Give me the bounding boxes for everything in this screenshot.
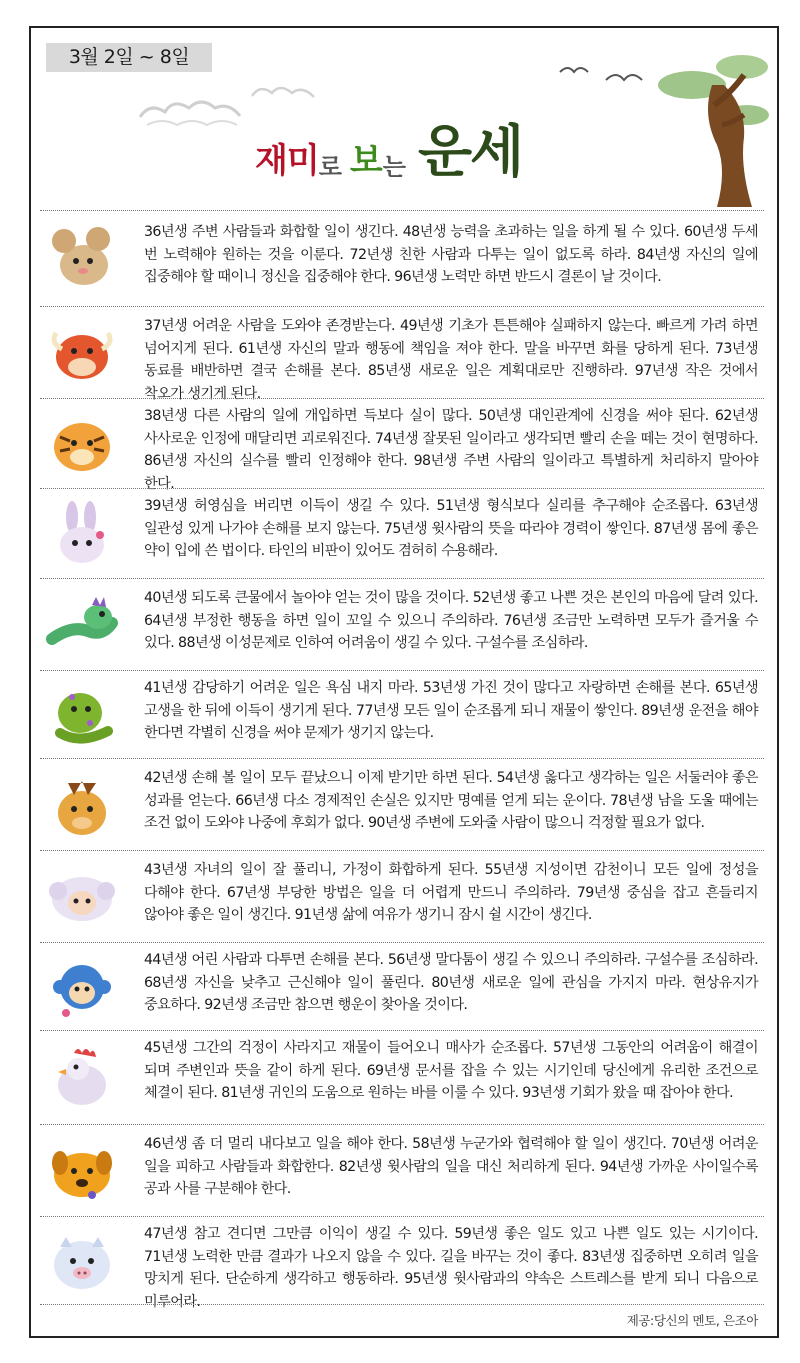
rabbit-icon <box>46 501 118 567</box>
fortune-text: 43년생 자녀의 일이 잘 풀리니, 가정이 화합하게 된다. 55년생 지성이면 감천이니 모든 일에 정성을 다해야 한다. 67년생 부당한 방법은 일을 더 어렵게 만드니 주의하라. 79년생 중심을 잡고 흔들리지 않아야 좋은 일이 생긴다. 91년생 삶에 여유가 생기니 잠시 쉴 시간이 생긴다. <box>144 862 758 924</box>
sheep-icon <box>46 865 118 931</box>
rat-icon <box>46 225 118 291</box>
title-part-fun: 재미 <box>255 141 319 181</box>
fortune-text: 45년생 그간의 걱정이 사라지고 재물이 들어오니 매사가 순조롭다. 57년생 그동안의 어려움이 해결이 되며 주변인과 뜻을 같이 하게 된다. 69년생 문서를 잡을 수 있는 시기인데 당신에게 유리한 조건으로 체결이 된다. 81년생 귀인의 도움으로 원하는 바를 이룰 수 있다. 93년생 기회가 왔을 때 잡아야 한다. <box>144 1040 758 1102</box>
list-item <box>40 210 764 306</box>
fortune-text: 42년생 손해 볼 일이 모두 끝났으니 이제 받기만 하면 된다. 54년생 옳다고 생각하는 일은 서둘러야 좋은 성과를 얻는다. 66년생 다소 경제적인 손실은 있지만 명예를 얻게 되는 운이다. 78년생 남을 도울 때에는 조건 없이 도와야 나중에 후회가 없다. 90년생 주변에 도와줄 사람이 많으니 걱정할 필요가 없다. <box>144 770 758 832</box>
title-part-neun: 는 <box>382 153 406 181</box>
date-range: 3월 2일 ~ 8일 <box>46 43 212 72</box>
fortune-text: 36년생 주변 사람들과 화합할 일이 생긴다. 48년생 능력을 초과하는 일을 하게 될 수 있다. 60년생 두세 번 노력해야 원하는 것을 이룬다. 72년생 친한 사람과 다투는 일이 없도록 하라. 84년생 자신의 일에 집중해야 할 때이니 정신을 집중해야 한다. 96년생 노력만 하면 반드시 결론이 날 것이다. <box>144 224 758 286</box>
list-item <box>40 1124 764 1216</box>
snake-icon <box>46 683 118 749</box>
rooster-icon <box>46 1043 118 1109</box>
fortune-text: 37년생 어려운 사람을 도와야 존경받는다. 49년생 기초가 튼튼해야 실패하지 않는다. 빠르게 가려 하면 넘어지게 된다. 61년생 자신의 말과 행동에 책임을 져야 한다. 말을 바꾸면 화를 당하게 된다. 73년생 동료를 배반하면 결국 손해를 본다. 85년생 새로운 일은 계획대로만 진행하라. 97년생 작은 것에서 착오가 생기게 된다. <box>144 318 758 402</box>
dragon-icon <box>46 593 118 659</box>
list-item <box>40 670 764 758</box>
cloud-decoration-left <box>135 92 245 132</box>
list-item <box>40 850 764 942</box>
ox-icon <box>46 319 118 385</box>
list-item <box>40 306 764 402</box>
cloud-decoration-right <box>248 78 318 104</box>
fortune-text: 39년생 허영심을 버리면 이득이 생길 수 있다. 51년생 형식보다 실리를 추구해야 순조롭다. 63년생 일관성 있게 나가야 손해를 보지 않는다. 75년생 윗사람의 뜻을 따라야 경력이 쌓인다. 87년생 몸에 좋은 약이 입에 쓴 법이다. 타인의 비판이 있어도 겸허히 수용해라. <box>144 498 758 560</box>
list-item <box>40 488 764 578</box>
monkey-icon <box>46 955 118 1021</box>
fortune-list <box>40 210 764 1310</box>
fortune-text: 40년생 되도록 큰물에서 놀아야 얻는 것이 많을 것이다. 52년생 좋고 나쁜 것은 본인의 마음에 달려 있다. 64년생 부정한 행동을 하면 일이 꼬일 수 있으니 주의하라. 76년생 조금만 노력하면 모두가 즐거울 수 있다. 88년생 이성문제로 인하여 어려움이 생길 수 있다. 구설수를 조심하라. <box>144 590 758 652</box>
title-part-fortune: 운세 <box>417 119 523 185</box>
horse-icon <box>46 773 118 839</box>
pig-icon <box>46 1229 118 1295</box>
birds-icon <box>556 58 646 86</box>
fortune-text: 38년생 다른 사람의 일에 개입하면 득보다 실이 많다. 50년생 대인관계에 신경을 써야 된다. 62년생 사사로운 인정에 매달리면 괴로워진다. 74년생 잘못된 일이라고 생각되면 빨리 손을 떼는 것이 현명하다. 86년생 자신의 실수를 빨리 인정해야 한다. 98년생 주변 사람의 일이라고 특별하게 처리하지 말아야 한다. <box>144 408 758 492</box>
page-title <box>255 119 523 185</box>
fortune-text: 47년생 참고 견디면 그만큼 이익이 생길 수 있다. 59년생 좋은 일도 있고 나쁜 일도 있는 시기이다. 71년생 노력한 만큼 결과가 나오지 않을 수 있다. 길을 바꾸는 것이 좋다. 83년생 집중하면 오히려 일을 망치게 된다. 단순하게 생각하고 행동하라. 95년생 윗사람과의 약속은 스트레스를 받게 되니 다음으로 미루어라. <box>144 1226 758 1310</box>
credit-text: 제공:당신의 멘토, 은조아 <box>626 1313 758 1328</box>
fortune-text: 44년생 어린 사람과 다투면 손해를 본다. 56년생 말다툼이 생길 수 있으니 주의하라. 구설수를 조심하라. 68년생 자신을 낮추고 근신해야 일이 풀린다. 80년생 새로운 일에 관심을 가지지 마라. 현상유지가 중요하다. 92년생 조금만 참으면 행운이 찾아올 것이다. <box>144 952 758 1014</box>
pine-tree-icon <box>652 45 772 210</box>
tiger-icon <box>46 411 118 477</box>
list-item <box>40 398 764 492</box>
fortune-text: 41년생 감당하기 어려운 일은 욕심 내지 마라. 53년생 가진 것이 많다고 자랑하면 손해를 본다. 65년생 고생을 한 뒤에 이득이 생기게 된다. 77년생 모든 일이 순조롭게 되니 재물이 쌓인다. 89년생 운전을 해야 한다면 각별히 신경을 써야 문제가 생기지 않는다. <box>144 680 758 742</box>
list-item <box>40 758 764 850</box>
list-item <box>40 1030 764 1124</box>
list-item <box>40 578 764 670</box>
list-item <box>40 1216 764 1310</box>
divider <box>40 1304 764 1305</box>
list-item <box>40 942 764 1030</box>
title-part-see: 보 <box>349 141 383 181</box>
fortune-text: 46년생 좀 더 멀리 내다보고 일을 해야 한다. 58년생 누군가와 협력해야 할 일이 생긴다. 70년생 어려운 일을 피하고 사람들과 화합한다. 82년생 윗사람의 일을 대신 처리하게 된다. 94년생 가까운 사이일수록 공과 사를 구분해야 한다. <box>144 1136 758 1198</box>
title-part-ro: 로 <box>318 153 342 181</box>
dog-icon <box>46 1139 118 1205</box>
